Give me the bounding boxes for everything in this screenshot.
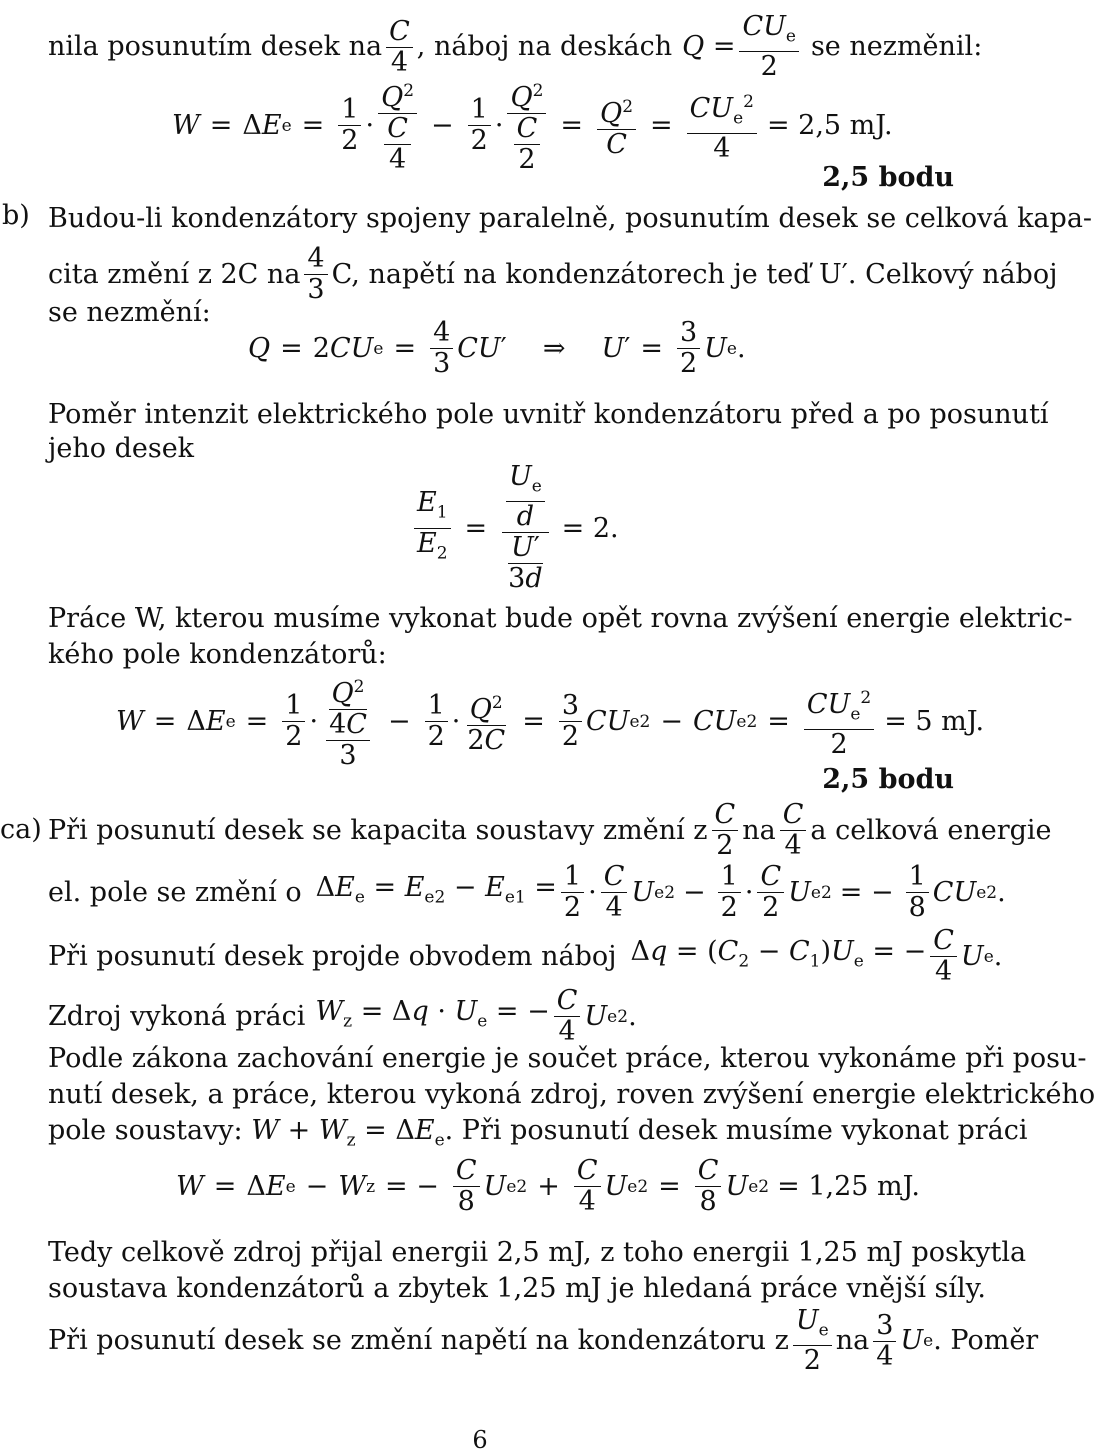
- text-fragment: Při posunutí desek se kapacita soustavy změní z: [48, 814, 708, 846]
- equation-charge: Q = 2 CU e = $\frac{4}{3}$ CU ′ ⇒ U ′ = $\frac{3}{2}$ U e .: [248, 317, 746, 379]
- equation-energy-a: W = Δ E e = $\frac{1}{2}$ · $\frac{Q^2}{\frac{C}{4}}$ − $\frac{1}{2}$ · $\frac{Q^2}{\frac{C}{2}}$ = $\frac{Q^2}{C}$ = $\frac{CU_e^2}{4}$ = 2,5 mJ.: [172, 76, 893, 175]
- text-line-1: nila posunutím desek na $\frac{C}{4}$ , náboj na deskách Q = $\frac{CU_e}{2}$ se nezměnil:: [48, 11, 983, 83]
- item-label-ca: ca): [0, 814, 42, 845]
- text-fragment: cita změní z 2C na: [48, 258, 301, 290]
- text-fragment: Při posunutí desek projde obvodem náboj: [48, 940, 617, 972]
- text-line: jeho desek: [48, 433, 195, 464]
- text-fragment: el. pole se změní o: [48, 876, 302, 908]
- text-line: Při posunutí desek se změní napětí na kondenzátoru z $\frac{U_e}{2}$ na $\frac{3}{4}$ U e . Poměr: [48, 1305, 1039, 1377]
- item-label-b: b): [2, 200, 30, 231]
- text-line: Zdroj vykoná práci $W_z = \Delta q \cdot U_e$ = − $\frac{C}{4}$ U e 2 .: [48, 985, 637, 1047]
- text-fragment: . Při posunutí desek musíme vykonat práci: [444, 1115, 1028, 1146]
- fraction: $\frac{C}{4}$: [386, 17, 413, 78]
- text-line: Při posunutí desek se kapacita soustavy změní z $\frac{C}{2}$ na $\frac{C}{4}$ a celková energie: [48, 799, 1052, 861]
- text-fragment: na: [835, 1325, 870, 1357]
- text-line: se nezmění:: [48, 297, 211, 328]
- fraction: $\frac{4}{3}$: [304, 244, 327, 305]
- result-value: = 2.: [561, 512, 619, 544]
- page-number: 6: [472, 1426, 488, 1454]
- fraction: $\frac{CU_e}{2}$: [739, 12, 798, 82]
- text-fragment: . Poměr: [933, 1325, 1039, 1357]
- text-fragment: se nezměnil:: [810, 31, 983, 63]
- text-fragment: Zdroj vykoná práci: [48, 1000, 306, 1032]
- text-line: Tedy celkově zdroj přijal energii 2,5 mJ, z toho energii 1,25 mJ poskytla: [48, 1237, 1027, 1268]
- text-line: nutí desek, a práce, kterou vykoná zdroj, roven zvýšení energie elektrického: [48, 1079, 1095, 1110]
- result-value: = 2,5 mJ.: [766, 110, 893, 141]
- text-fragment: na: [742, 814, 776, 846]
- text-line: soustava kondenzátorů a zbytek 1,25 mJ je hledaná práce vnější síly.: [48, 1273, 986, 1304]
- text-fragment: Při posunutí desek se změní napětí na kondenzátoru z: [48, 1325, 789, 1357]
- text-fragment: nila posunutím desek na: [48, 31, 383, 63]
- equation-work-final: W = Δ E e − W z = − $\frac{C}{8}$ U e 2 + $\frac{C}{4}$ U e 2 = $\frac{C}{8}$ U e 2 = 1,25 mJ.: [176, 1155, 920, 1217]
- text-line: Podle zákona zachování energie je součet práce, kterou vykonáme při posu-: [48, 1043, 1087, 1074]
- text-fragment: C, napětí na kondenzátorech je teď U′. Celkový náboj: [331, 258, 1058, 290]
- equation-energy-b: W = Δ E e = $\frac{1}{2}$ · $\frac{Q^2}{\frac{4C}{3}}$ − $\frac{1}{2}$ · $\frac{Q^2}{2C}$ = $\frac{3}{2}$ CU e 2 − CU e 2 = $\frac{CU_e^2}{2}$ = 5 mJ.: [116, 672, 984, 771]
- text-line: kého pole kondenzátorů:: [48, 639, 387, 670]
- text-line: Při posunutí desek projde obvodem náboj $\Delta q = (C_2 - C_1)U_e$ = − $\frac{C}{4}$ U e .: [48, 925, 1003, 987]
- text-line: Práce W, kterou musíme vykonat bude opět rovna zvýšení energie elektric-: [48, 603, 1073, 634]
- text-line: el. pole se změní o $\Delta E_e = E_{e2} - E_{e1}$ = $\frac{1}{2}$ · $\frac{C}{4}$ U e 2 − $\frac{1}{2}$ · $\frac{C}{2}$ U e 2 = − $\frac{1}{8}$ CU e 2 .: [48, 861, 1006, 923]
- score-label: 2,5 bodu: [822, 162, 954, 193]
- text-line: Poměr intenzit elektrického pole uvnitř kondenzátoru před a po posunutí: [48, 399, 1049, 430]
- text-fragment: , náboj na deskách: [416, 31, 673, 63]
- equation-ratio: $\frac{E_1}{E_2}$ = $\frac{\frac{U_e}{d}}{\frac{U'}{3d}}$ = 2.: [410, 462, 619, 594]
- text-line: pole soustavy: $W + W_z = \Delta E_e$. Při posunutí desek musíme vykonat práci: [48, 1115, 1028, 1151]
- score-label: 2,5 bodu: [822, 764, 954, 795]
- result-value: = 1,25 mJ.: [777, 1171, 920, 1202]
- text-fragment: a celková energie: [810, 814, 1052, 846]
- result-value: = 5 mJ.: [884, 706, 985, 737]
- text-line: Budou-li kondenzátory spojeny paralelně, posunutím desek se celková kapa-: [48, 203, 1093, 234]
- text-fragment: pole soustavy:: [48, 1115, 243, 1146]
